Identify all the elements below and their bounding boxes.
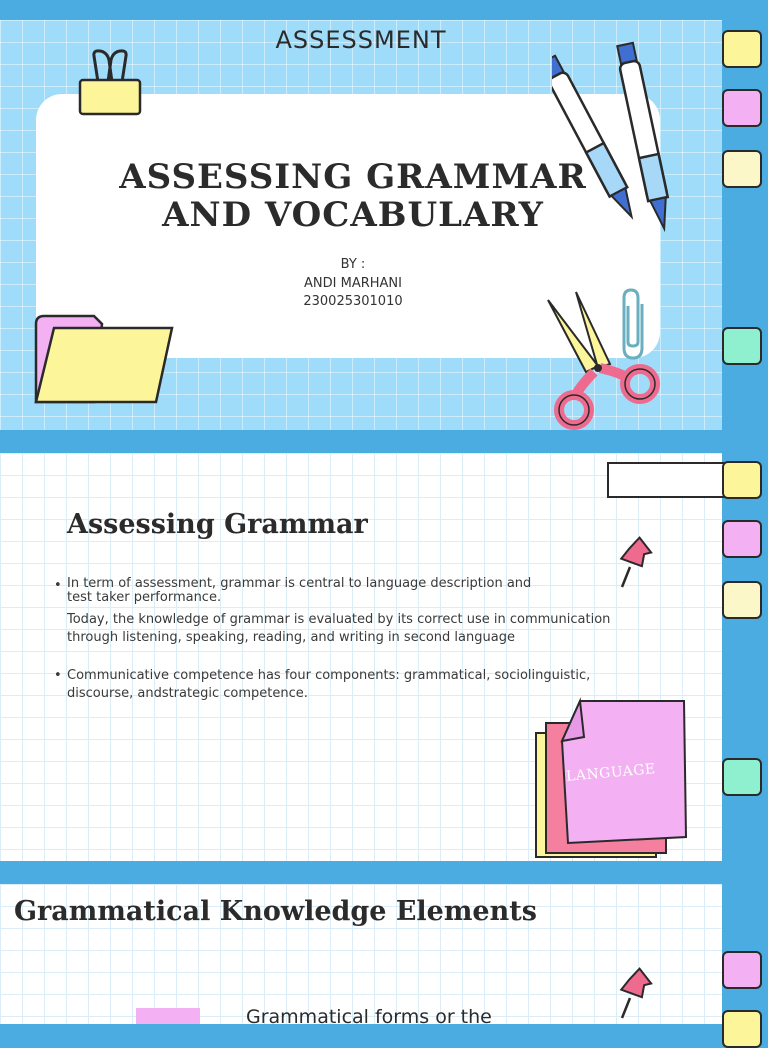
sticky-label: LANGUAGE bbox=[565, 761, 657, 785]
bullet-dot: • bbox=[54, 668, 62, 683]
slide-heading: Grammatical Knowledge Elements bbox=[14, 896, 537, 927]
tab-pink[interactable] bbox=[722, 520, 762, 558]
pushpin-icon bbox=[614, 964, 656, 1020]
tab-pink[interactable] bbox=[722, 951, 762, 989]
tab-cream[interactable] bbox=[722, 581, 762, 619]
author-id: 230025301010 bbox=[303, 294, 403, 309]
bullet-dot: • bbox=[54, 578, 62, 593]
byline-label: BY : bbox=[340, 257, 366, 272]
paperclip-icon bbox=[616, 286, 656, 362]
folder-icon bbox=[32, 312, 180, 408]
item-number-box bbox=[136, 1008, 200, 1024]
slide-label: ASSESSMENT bbox=[275, 26, 447, 54]
pushpin-icon bbox=[614, 533, 656, 589]
slide-title: ASSESSING GRAMMAR AND VOCABULARY bbox=[119, 157, 587, 235]
title-slide bbox=[0, 20, 722, 430]
bullet-paragraph: Today, the knowledge of grammar is evaluated by its correct use in communication through listening, speaking, reading, and writing in second language bbox=[67, 612, 611, 645]
binder-clip-icon bbox=[76, 48, 144, 120]
bullet-text: Communicative competence has four components: grammatical, sociolinguistic, discourse, andstrategic competence. bbox=[67, 668, 591, 701]
bullet-text: In term of assessment, grammar is central to language description and bbox=[67, 576, 532, 591]
tab-mint[interactable] bbox=[722, 327, 762, 365]
bullet-list bbox=[54, 577, 664, 703]
tab-yellow[interactable] bbox=[722, 461, 762, 499]
elements-slide bbox=[0, 884, 722, 1024]
item-text: Grammatical forms or the bbox=[246, 1006, 492, 1024]
list-item bbox=[54, 577, 664, 647]
tab-yellow[interactable] bbox=[722, 1010, 762, 1048]
tab-yellow[interactable] bbox=[722, 30, 762, 68]
bullet-text: test taker performance. bbox=[67, 590, 222, 605]
author-name: ANDI MARHANI bbox=[304, 276, 402, 291]
grammar-slide bbox=[0, 453, 722, 861]
blank-note-box bbox=[607, 462, 725, 498]
slide-heading: Assessing Grammar bbox=[67, 509, 368, 540]
tab-cream[interactable] bbox=[722, 150, 762, 188]
tab-pink[interactable] bbox=[722, 89, 762, 127]
tab-mint[interactable] bbox=[722, 758, 762, 796]
pens-icon bbox=[552, 38, 692, 243]
